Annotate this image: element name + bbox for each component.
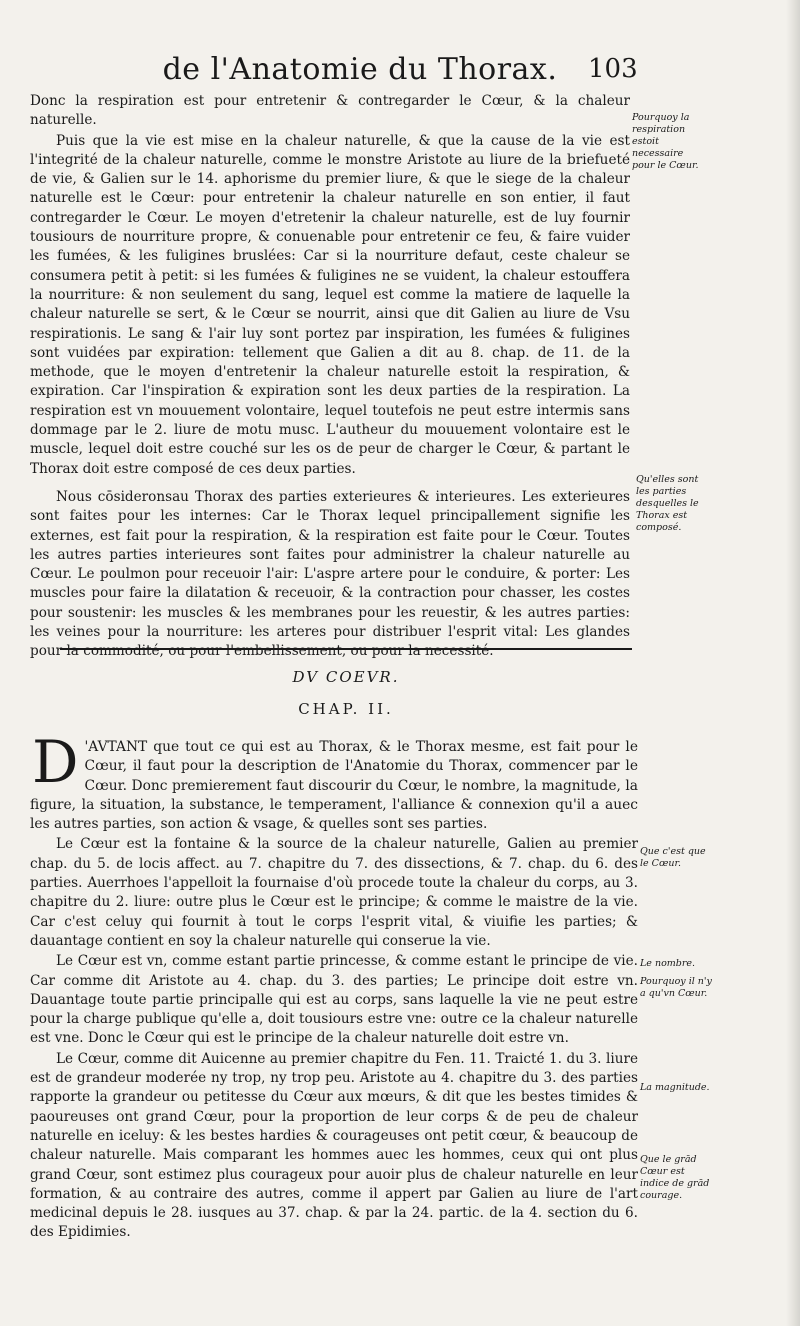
paragraph: Donc la respiration est pour entretenir & contregarder le Cœur, & la chaleur naturelle.: [30, 93, 630, 129]
paragraph: Le Cœur est vn, comme estant partie princesse, & comme estant le principe de vie. Car comme dit Aristote au 4. chap. du 3. des parties; Le principe doit estre vn. Dauantage toute partie principalle qui est au corps, sans laquelle la vie ne peut estre pour la charge publique qu'elle a, doit tousiours estre vne: outre ce la chaleur naturelle est vne. Donc le Cœur qui est le principe de la chaleur naturelle doit estre vn.: [30, 953, 638, 1047]
running-title: de l'Anatomie du Thorax.: [162, 52, 558, 87]
margin-note: Qu'elles sont les parties desquelles le Thorax est composé.: [636, 474, 699, 533]
section-heading: DV COEVR.: [292, 668, 400, 686]
margin-note: Pourquoy la respiration estoit necessaire pour le Cœur.: [632, 112, 699, 171]
margin-note: Pourquoy il n'y a qu'vn Cœur.: [640, 976, 712, 999]
paragraph: Le Cœur est la fontaine & la source de la chaleur naturelle, Galien au premier chap. du 5. de locis affect. au 7. chapitre du 7. des dissections, & 7. chap. du 6. des parties. Auerrhoes l'appelloit la fournaise d'où procede toute la chaleur du corps, au 3. chapitre du 2. liure: outre plus le Cœur est le principe; & comme le maistre de la vie. Car c'est celuy qui fournit à tout le corps l'esprit vital, & viuifie les parties; & dauantage contient en soy la chaleur naturelle qui conserue la vie.: [30, 836, 638, 949]
margin-note: La magnitude.: [640, 1082, 710, 1093]
drop-cap: D: [32, 728, 79, 796]
chapter-heading: CHAP. II.: [298, 700, 394, 718]
section-coeur: [30, 728, 638, 1243]
paragraph: Nous cōsideronsau Thorax des parties exterieures & interieures. Les exterieures sont faites pour les internes: Car le Thorax lequel principallement signifie les externes, est fait pour la respiration, & la respiration est faite pour le Cœur. Toutes les autres parties interieures sont faites pour administrer la chaleur naturelle au Cœur. Le poulmon pour receuoir l'air: L'aspre artere pour le conduire, & porter: Les muscles pour faire la dilatation & receuoir, & la contraction pour chasser, les costes pour soustenir: les muscles & les membranes pour les reuestir, & les autres parties: les veines pour la nourriture: les arteres pour distribuer l'esprit vital: Les glandes pour la commodité, ou pour l'embellissement, ou pour la necessité.: [30, 488, 630, 660]
facing-page-edge: [786, 0, 800, 1326]
section-divider: [60, 648, 632, 650]
section-respiration: [30, 92, 630, 662]
paragraph: Puis que la vie est mise en la chaleur naturelle, & que la cause de la vie est l'integrité de la chaleur naturelle, comme le monstre Aristote au liure de la briefueté de vie, & Galien sur le 14. aphorisme du premier liure, & que le siege de la chaleur naturelle est le Cœur: pour entretenir la chaleur naturelle en son entier, il faut contregarder le Cœur. Le moyen d'etretenir la chaleur naturelle, est de luy fournir tousiours de nourriture propre, & conuenable pour entretenir ce feu, & faire vuider les fumées, & les fuligines bruslées: Car si la nourriture defaut, ceste chaleur se consumera petit à petit: si les fumées & fuligines ne se vuident, la chaleur estouffera la nourriture: & non seulement du sang, lequel est comme la matiere de laquelle la chaleur naturelle se sert, & le Cœur se nourrit, ainsi que dit Galien au liure de Vsu respirationis. Le sang & l'air luy sont portez par inspiration, les fumées & fuligines sont vuidées par expiration: tellement que Galien a dit au 8. chap. de 11. de la methode, que le moyen d'entretenir la chaleur naturelle estoit la respiration, & expiration. Car l'inspiration & expiration sont les deux parties de la respiration. La respiration est vn mouuement volontaire, lequel toutefois ne peut estre intermis sans dommage par le 2. liure de motu musc. L'autheur du mouuement volontaire est le muscle, lequel doit estre couché sur les os de peur de charger le Cœur, & partant le Thorax doit estre composé de ces deux parties.: [30, 132, 630, 477]
margin-note: Que c'est que le Cœur.: [640, 846, 706, 869]
opening-text: 'AVTANT que tout ce qui est au Thorax, & le Thorax mesme, est fait pour le Cœur, il faut pour la description de l'Anatomie du Thorax, commencer par le Cœur. Donc premierement faut discourir du Cœur, le nombre, la magnitude, la figure, la situation, la substance, le temperament, l'alliance & connexion qu'il a auec les autres parties, son action & vsage, & quelles sont ses parties.: [30, 739, 638, 833]
margin-note: Le nombre.: [640, 958, 696, 969]
paragraph: [30, 728, 638, 834]
margin-note: Que le grād Cœur est indice de grād courage.: [640, 1154, 710, 1201]
paragraph: Le Cœur, comme dit Auicenne au premier chapitre du Fen. 11. Traicté 1. du 3. liure est de grandeur moderée ny trop, ny trop peu. Aristote au 4. chapitre du 3. des parties rapporte la grandeur ou petitesse du Cœur aux mœurs, & dit que les bestes timides & paoureuses ont grand Cœur, pour la proportion de leur corps & de peu de chaleur naturelle en iceluy: & les bestes hardies & courageuses ont petit cœur, & beaucoup de chaleur naturelle. Mais comparant les hommes auec les hommes, ceux qui ont plus grand Cœur, sont estimez plus courageux pour auoir plus de chaleur naturelle en leur formation, & au contraire des autres, comme il appert par Galien au liure de l'art medicinal depuis le 28. iusques au 37. chap. & par la 24. partic. de la 4. section du 6. des Epidimies.: [30, 1050, 638, 1241]
page-number: 103: [588, 54, 638, 84]
